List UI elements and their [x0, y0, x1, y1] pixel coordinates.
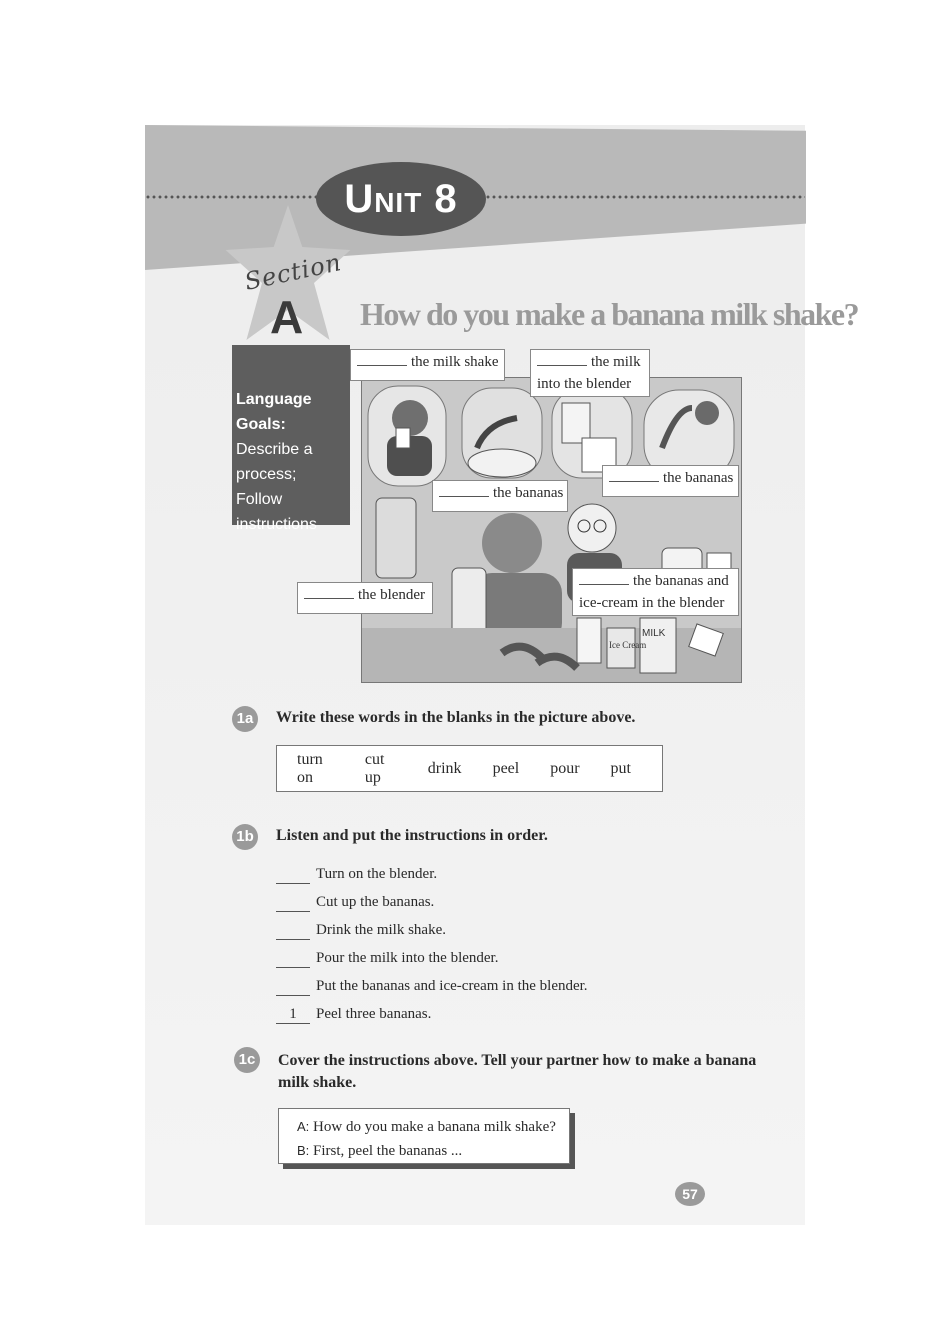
language-goals-box	[232, 345, 350, 533]
list-item	[276, 888, 588, 916]
unit-badge	[316, 162, 486, 236]
unit-title: Unit 8	[344, 176, 458, 221]
word-bank-item: cut up	[364, 750, 385, 786]
word-bank-item: pour	[550, 759, 580, 777]
speaker-label: A:	[297, 1119, 310, 1134]
language-goals-title: Language Goals:	[236, 391, 312, 433]
label-box-bananas-right	[602, 465, 739, 497]
instruction-text: Pour the milk into the blender.	[316, 949, 499, 966]
label-box-bananas-center	[432, 480, 568, 512]
word-bank	[276, 745, 663, 792]
word-bank-item: drink	[427, 759, 462, 777]
list-item	[276, 916, 588, 944]
order-blank[interactable]	[276, 865, 310, 884]
label-text: the blender	[358, 587, 426, 603]
label-text: the bananas	[663, 470, 734, 486]
language-goal-line: Follow	[236, 491, 283, 508]
exercise-1a-badge: 1a	[232, 706, 258, 732]
sample-dialog	[278, 1108, 570, 1164]
instruction-text: Turn on the blender.	[316, 865, 438, 882]
label-box-milk	[530, 349, 650, 397]
order-blank[interactable]: 1	[276, 1005, 310, 1024]
word-bank-item: peel	[492, 759, 520, 777]
list-item	[276, 972, 588, 1000]
label-text: the milk	[591, 354, 641, 370]
dialog-line	[297, 1115, 569, 1139]
blank-field[interactable]	[439, 496, 489, 497]
label-text: ice-cream in the blender	[579, 595, 725, 611]
instruction-text: Cut up the bananas.	[316, 893, 435, 910]
section-letter: A	[270, 291, 304, 343]
ice-cream-label: Ice Cream	[609, 640, 647, 650]
instruction-order-list	[276, 860, 588, 1028]
instruction-line: milk shake.	[278, 1074, 357, 1091]
blank-field[interactable]	[304, 598, 354, 599]
page-title: How do you make a banana milk shake?	[360, 296, 859, 332]
list-item	[276, 944, 588, 972]
blank-field[interactable]	[537, 365, 587, 366]
label-box-bananas-icecream	[572, 568, 739, 616]
dotted-rule-right	[485, 193, 805, 201]
label-text: the bananas and	[633, 573, 729, 589]
word-bank-item: turn on	[297, 750, 323, 786]
blank-field[interactable]	[357, 365, 407, 366]
dialog-line	[297, 1139, 569, 1163]
list-item	[276, 860, 588, 888]
label-box-blender	[297, 582, 433, 614]
label-text: the bananas	[493, 485, 564, 501]
section-word: Section	[242, 248, 345, 296]
blank-field[interactable]	[579, 584, 629, 585]
dialog-text: First, peel the bananas ...	[313, 1143, 463, 1159]
illustration-drawing	[362, 378, 741, 682]
language-goal-line: process;	[236, 466, 297, 483]
exercise-1b-badge: 1b	[232, 824, 258, 850]
milk-carton-label: MILK	[642, 628, 666, 639]
dotted-rule-left	[145, 193, 320, 201]
exercise-1c-badge: 1c	[234, 1047, 260, 1073]
instruction-text: Drink the milk shake.	[316, 921, 446, 938]
instruction-text: Peel three bananas.	[316, 1005, 432, 1022]
label-box-milk-shake	[350, 349, 505, 381]
milkshake-illustration	[361, 377, 742, 683]
order-blank[interactable]	[276, 921, 310, 940]
language-goal-line: Describe a	[236, 441, 313, 458]
speaker-label: B:	[297, 1143, 310, 1158]
exercise-1c-instruction	[278, 1050, 756, 1094]
label-text: the milk shake	[411, 354, 499, 370]
page-number: 57	[675, 1182, 705, 1206]
exercise-1b-instruction: Listen and put the instructions in order.	[276, 827, 548, 844]
exercise-1a-instruction: Write these words in the blanks in the picture above.	[276, 709, 636, 726]
instruction-line: Cover the instructions above. Tell your partner how to make a banana	[278, 1052, 757, 1069]
instruction-text: Put the bananas and ice-cream in the blender.	[316, 977, 588, 994]
label-text: into the blender	[537, 376, 632, 392]
order-blank[interactable]	[276, 977, 310, 996]
word-bank-item: put	[610, 759, 631, 777]
blank-field[interactable]	[609, 481, 659, 482]
order-blank[interactable]	[276, 893, 310, 912]
language-goal-line: instructions	[236, 516, 317, 533]
dialog-text: How do you make a banana milk shake?	[313, 1119, 556, 1135]
list-item	[276, 1000, 588, 1028]
order-blank[interactable]	[276, 949, 310, 968]
